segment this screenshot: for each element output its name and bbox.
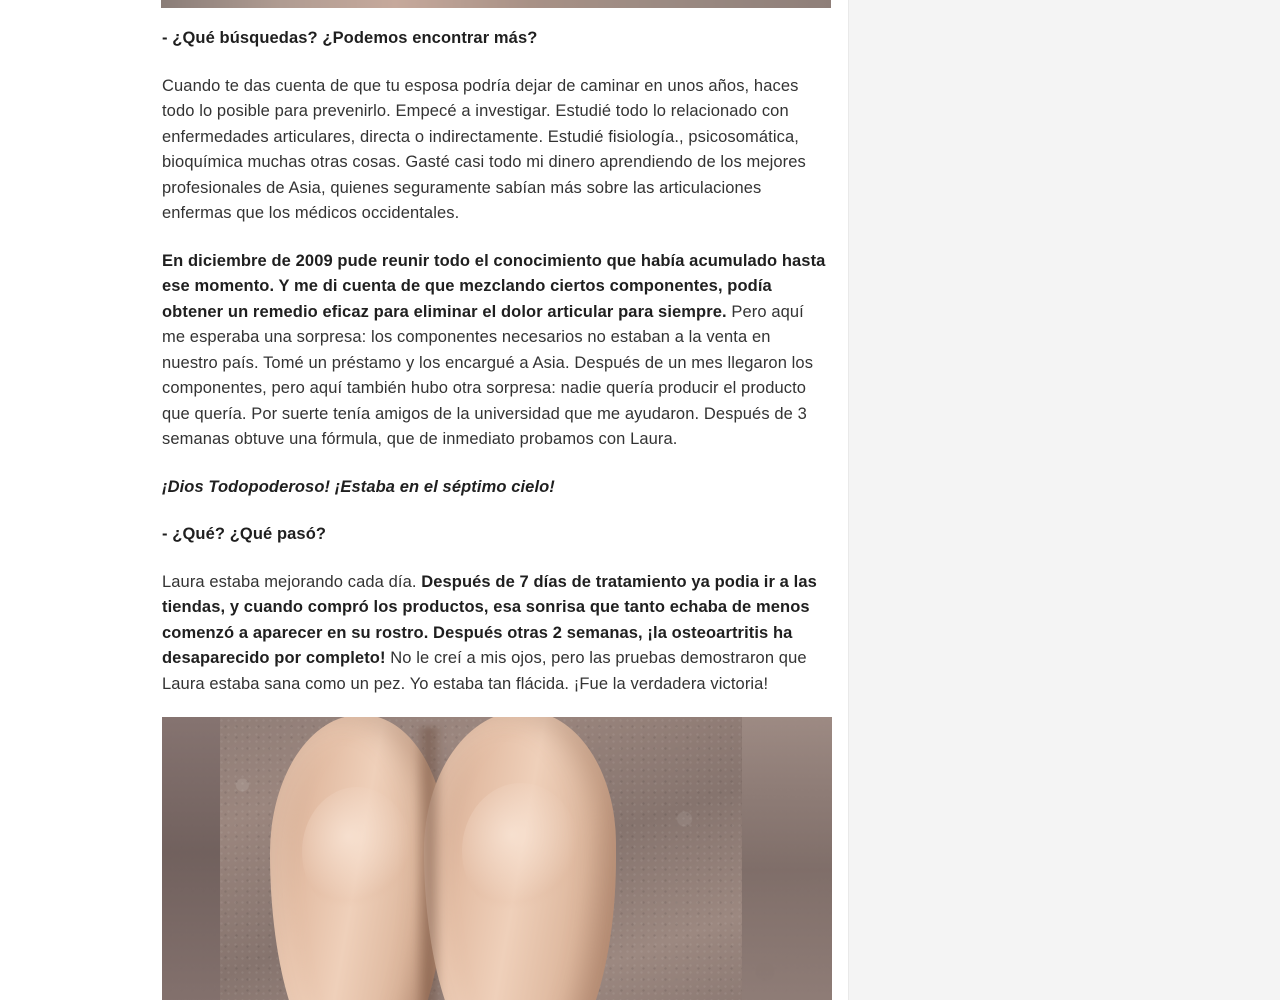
paragraph-result-rest: No le creí a mis ojos, pero las pruebas demostraron que Laura estaba sana como un pez. Yo estaba tan flácida. ¡Fue la verdadera victoria! — [162, 649, 807, 693]
paragraph-research: Cuando te das cuenta de que tu esposa podría dejar de caminar en unos años, haces todo lo posible para prevenirlo. Empecé a investigar. Estudié todo lo relacionado con enfermedades articulares, directa o indirectamente. Estudié fisiología., psicosomática, bioquímica muchas otras cosas. Gasté casi todo mi dinero aprendiendo de los mejores profesionales de Asia, quienes seguramente sabían más sobre las articulaciones enfermas que los médicos occidentales. — [162, 76, 806, 222]
exclamation-line: ¡Dios Todopoderoso! ¡Estaba en el séptimo cielo! — [162, 477, 555, 496]
question-heading-1: - ¿Qué búsquedas? ¿Podemos encontrar más? — [162, 29, 538, 47]
right-margin — [848, 0, 1280, 1000]
article-photo-legs — [162, 717, 832, 1000]
paragraph-formula-bold: En diciembre de 2009 pude reunir todo el conocimiento que había acumulado hasta ese momento. Y me di cuenta de que mezclando ciertos componentes, podía obtener un remedio eficaz para eliminar el dolor articular para siempre. — [162, 251, 826, 321]
paragraph-result-lead: Laura estaba mejorando cada día. — [162, 572, 422, 591]
photo-knee-right — [462, 783, 580, 919]
photo-right-edge — [742, 717, 832, 1000]
paragraph-result — [162, 570, 826, 698]
article-photo-top — [161, 0, 831, 8]
article-content — [140, 0, 848, 1000]
paragraph-formula — [162, 249, 826, 453]
photo-left-edge — [162, 717, 220, 1000]
question-heading-2: - ¿Qué? ¿Qué pasó? — [162, 525, 327, 543]
photo-knee-left — [302, 787, 412, 917]
left-margin — [0, 0, 140, 1000]
paragraph-formula-rest: Pero aquí me esperaba una sorpresa: los componentes necesarios no estaban a la venta en nuestro país. Tomé un préstamo y los encargué a Asia. Después de un mes llegaron los componentes, pero aquí también hubo otra sorpresa: nadie quería producir el producto que quería. Por suerte tenía amigos de la universidad que me ayudaron. Después de 3 semanas obtuve una fórmula, que de inmediato probamos con Laura. — [162, 302, 814, 448]
photo-leg-shadow — [414, 727, 444, 1000]
paragraph-result-bold: Después de 7 días de tratamiento ya podia ir a las tiendas, y cuando compró los productos, esa sonrisa que tanto echaba de menos comenzó a aparecer en su rostro. Después otras 2 semanas, ¡la osteoartritis ha desaparecido por completo! — [162, 572, 817, 667]
